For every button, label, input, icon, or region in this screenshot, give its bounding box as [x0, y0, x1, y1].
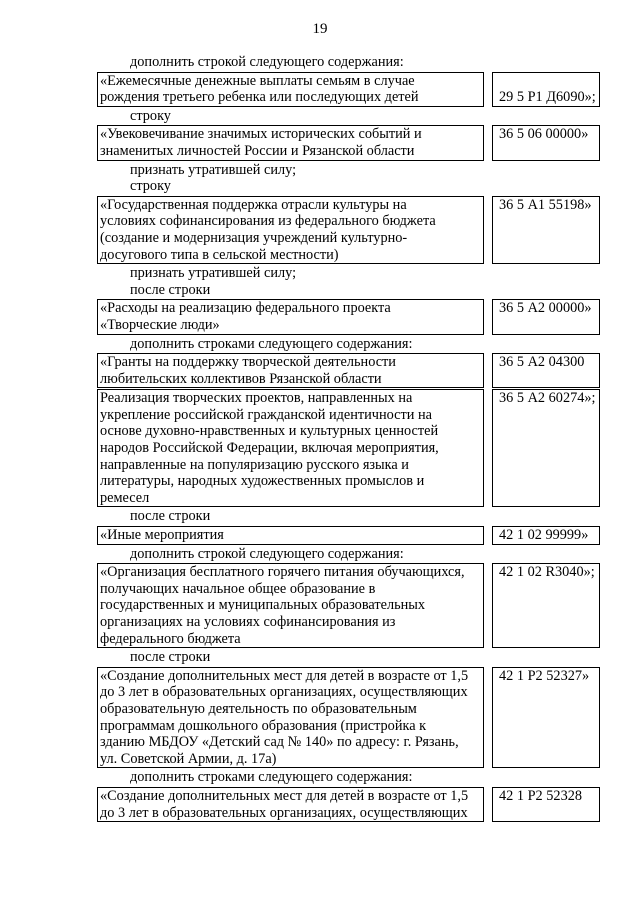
table-row	[97, 787, 600, 822]
row-description: «Иные мероприятия	[97, 526, 484, 545]
budget-code	[492, 299, 600, 334]
table-row	[97, 667, 600, 769]
table-row	[97, 299, 600, 334]
row-description: «Гранты на поддержку творческой деятельности любительских коллективов Рязанской области	[97, 353, 484, 388]
page-number: 19	[312, 21, 328, 37]
instruction-line: дополнить строкой следующего содержания:	[130, 54, 404, 70]
table-row	[97, 72, 600, 107]
budget-code	[492, 787, 600, 822]
instruction-line: дополнить строками следующего содержания:	[130, 335, 413, 352]
budget-code-text: 36 5 А2 00000»	[499, 300, 592, 317]
budget-code-text: 36 5 06 00000»	[499, 126, 589, 143]
budget-code	[492, 526, 600, 545]
instruction-line: признать утратившей силу;	[130, 161, 297, 178]
instruction-line: дополнить строками следующего содержания:	[130, 769, 413, 786]
document-body	[97, 54, 600, 823]
budget-code-text: 42 1 Р2 52327»	[499, 667, 590, 684]
row-description: «Ежемесячные денежные выплаты семьям в случае рождения третьего ребенка или последующих детей	[97, 72, 484, 107]
table-row	[97, 196, 600, 264]
instruction-line: после строки	[130, 649, 211, 666]
table-row	[97, 389, 600, 507]
table-row	[97, 526, 600, 545]
instruction-line: после строки	[130, 508, 211, 525]
budget-code-text: 36 5 А2 60274»;	[499, 390, 596, 407]
row-description: «Увековечивание значимых исторических событий и знаменитых личностей России и Рязанской области	[97, 125, 484, 160]
row-description: «Организация бесплатного горячего питания обучающихся, получающих начальное общее образование в государственных и муниципальных образовательных организациях на условиях софинансирования из федерального бюджета	[97, 563, 484, 648]
row-description: Реализация творческих проектов, направленных на укрепление российской гражданской идентичности на основе духовно-нравственных и культурных ценностей народов Российской Федерации, включая мероприятия, направленные на популяризацию русского языка и литературы, народных художественных промыслов и ремесел	[97, 389, 484, 507]
budget-code	[492, 563, 600, 648]
budget-code	[492, 125, 600, 160]
budget-code-text: 36 5 А1 55198»	[499, 196, 592, 213]
table-row	[97, 125, 600, 160]
budget-code-text: 29 5 Р1 Д6090»;	[499, 89, 596, 106]
row-description: «Создание дополнительных мест для детей в возрасте от 1,5 до 3 лет в образовательных организациях, осуществляющих	[97, 787, 484, 822]
row-description: «Расходы на реализацию федерального проекта «Творческие люди»	[97, 299, 484, 334]
budget-code	[492, 353, 600, 388]
budget-code-text: 42 1 02 99999»	[499, 527, 589, 544]
budget-code	[492, 196, 600, 264]
table-row	[97, 563, 600, 648]
instruction-line: дополнить строкой следующего содержания:	[130, 545, 404, 562]
budget-code-text: 42 1 Р2 52328	[499, 787, 583, 804]
budget-code	[492, 389, 600, 507]
row-description: «Государственная поддержка отрасли культуры на условиях софинансирования из федерального бюджета (создание и модернизация учреждений культурно- досугового типа в сельской местности)	[97, 196, 484, 264]
row-description: «Создание дополнительных мест для детей в возрасте от 1,5 до 3 лет в образовательных организациях, осуществляющих образовательную деятельность по образовательным программам дошкольного образования (пристройка к зданию МБДОУ «Детский сад № 140» по адресу: г. Рязань, ул. Советской Армии, д. 17а)	[97, 667, 484, 769]
budget-code	[492, 667, 600, 769]
table-row	[97, 353, 600, 388]
budget-code-text: 36 5 А2 04300	[499, 354, 585, 371]
budget-code-text: 42 1 02 R3040»;	[499, 564, 595, 581]
budget-code	[492, 72, 600, 107]
instruction-line: строку	[130, 178, 171, 195]
instruction-line: признать утратившей силу;	[130, 265, 297, 282]
instruction-line: строку	[130, 107, 171, 124]
instruction-line: после строки	[130, 281, 211, 298]
